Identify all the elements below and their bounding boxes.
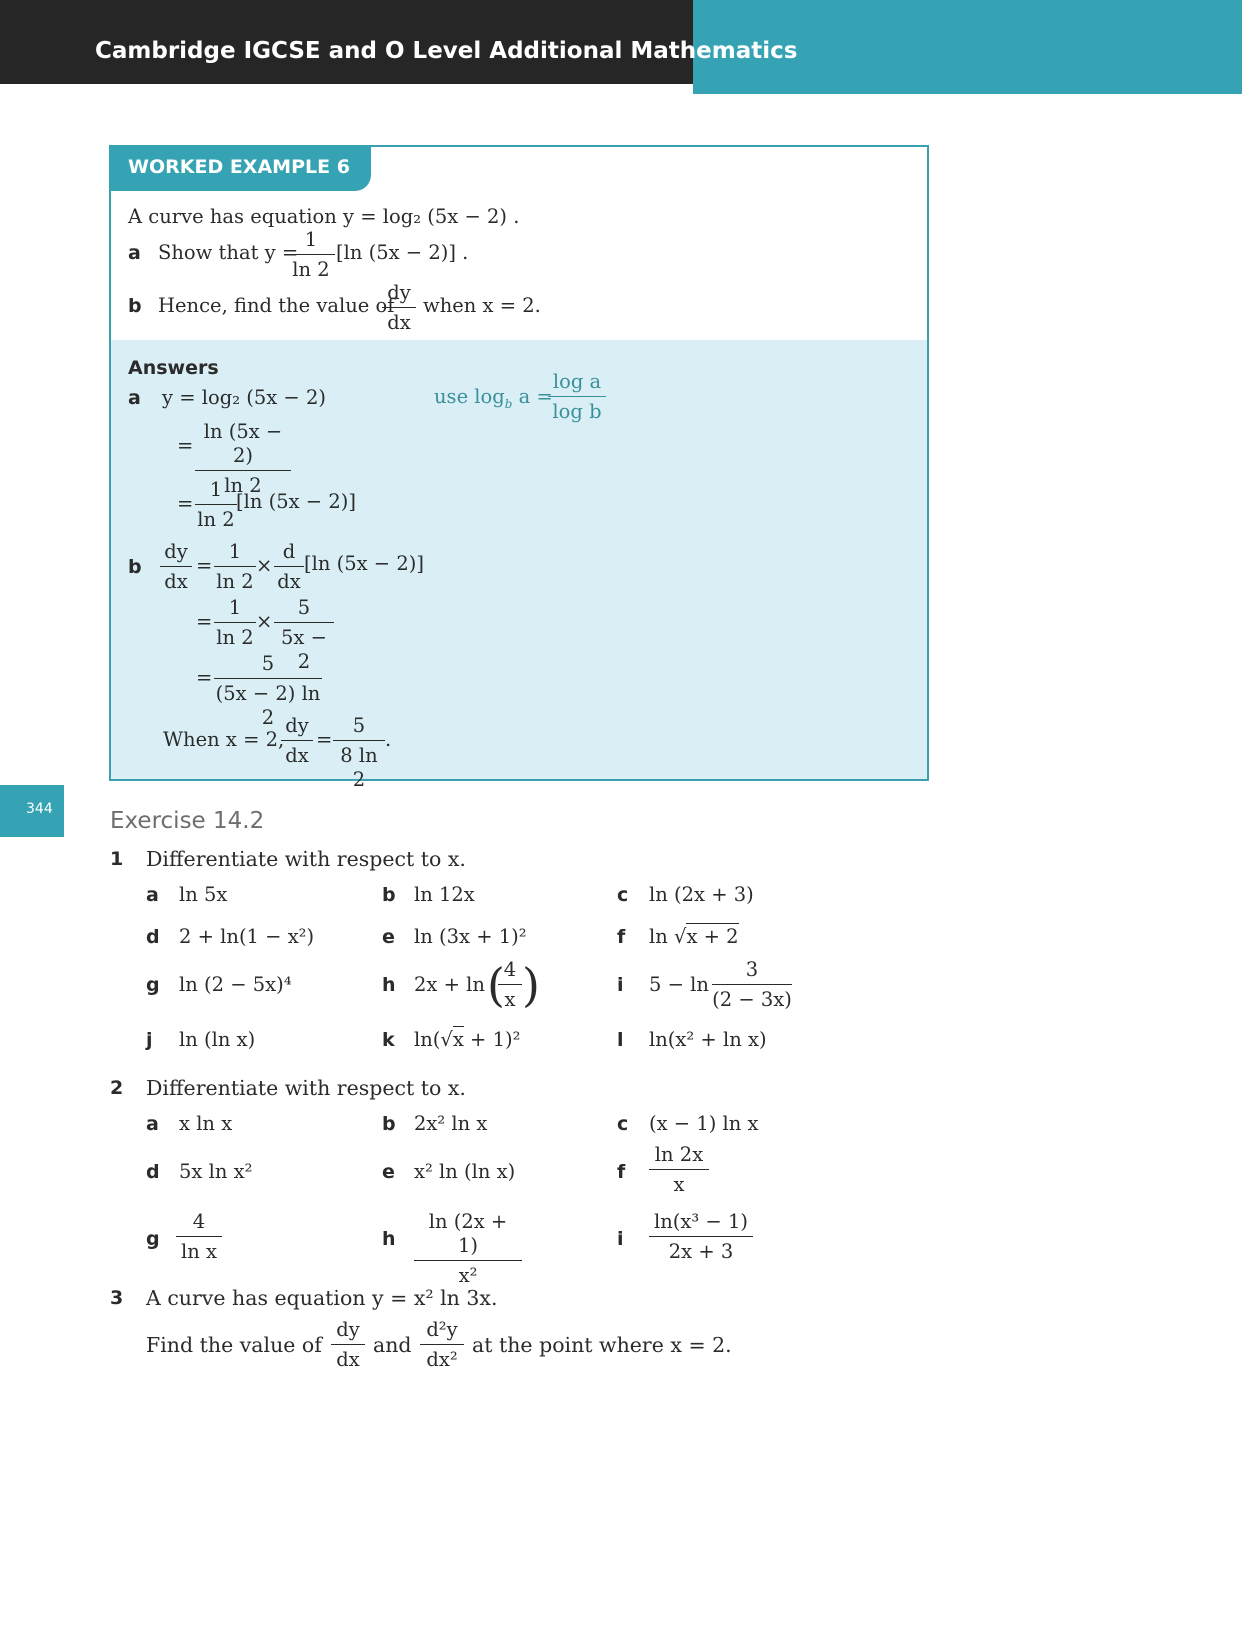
expr-prefix: ln (649, 925, 674, 948)
and-text: and (373, 1333, 412, 1357)
worked-example-title: WORKED EXAMPLE 6 (128, 156, 350, 178)
q2-part-b-label: b (382, 1113, 396, 1135)
fraction-numerator: dy (382, 281, 416, 308)
question-b-text: Hence, find the value of (158, 294, 395, 317)
question-2-number: 2 (110, 1077, 124, 1099)
fraction-numerator: 1 (214, 540, 256, 567)
question-3-line2-prefix: Find the value of (146, 1333, 322, 1357)
hint-text (434, 385, 553, 416)
q2-part-f-label: f (617, 1161, 626, 1183)
fraction-denominator: dx (164, 570, 188, 593)
fraction-denominator: (5x − 2) ln 2 (215, 682, 321, 729)
question-a-text: Show that y = (158, 241, 299, 264)
q1-part-c-expr: ln (2x + 3) (649, 883, 754, 906)
answer-a-line1: y = log₂ (5x − 2) (162, 386, 326, 409)
fraction-numerator: ln (2x + 1) (414, 1210, 522, 1261)
answer-b-line1-tail: [ln (5x − 2)] (304, 552, 424, 575)
fraction-numerator: ln (5x − 2) (195, 420, 291, 471)
q2-part-i-fraction (649, 1210, 753, 1264)
q1-part-i-fraction (712, 958, 792, 1012)
q2-part-e-expr: x² ln (ln x) (414, 1160, 516, 1183)
fraction-numerator: dy (281, 714, 313, 741)
times-sign: × (256, 554, 273, 577)
q2-part-g-fraction (176, 1210, 222, 1264)
fraction-denominator: x² (458, 1264, 478, 1287)
question-1-number: 1 (110, 848, 124, 870)
fraction-denominator: log b (552, 400, 602, 423)
q2-part-a-expr: x ln x (179, 1112, 233, 1135)
q1-part-b-label: b (382, 884, 396, 906)
equals-sign: = (177, 434, 194, 457)
question-a-tail: [ln (5x − 2)] . (336, 241, 469, 264)
q2-part-g-label: g (146, 1228, 160, 1250)
fraction-numerator: 4 (498, 958, 522, 985)
times-sign: × (256, 610, 273, 633)
fraction-denominator: 5x − 2 (281, 626, 327, 673)
q1-part-h-prefix: 2x + ln (414, 973, 485, 996)
right-paren: ) (522, 958, 540, 1012)
fraction-denominator: dx (285, 744, 309, 767)
question-b-fraction (382, 281, 416, 335)
q3-d2y-dx2-fraction (420, 1318, 464, 1372)
exercise-title: Exercise 14.2 (110, 808, 265, 834)
q3-dy-dx-fraction (331, 1318, 365, 1372)
hint-subscript: b (504, 396, 513, 411)
equals-sign: = (316, 728, 333, 751)
fraction-numerator: ln 2x (649, 1143, 709, 1170)
q1-part-c-label: c (617, 884, 629, 906)
q1-part-l-label: l (617, 1029, 624, 1051)
q1-part-e-expr: ln (3x + 1)² (414, 925, 527, 948)
hint-equals: a = (512, 385, 553, 408)
equals-sign: = (177, 492, 194, 515)
q1-part-j-expr: ln (ln x) (179, 1028, 256, 1051)
fraction-numerator: 5 (333, 714, 385, 741)
q1-part-g-label: g (146, 974, 160, 996)
answers-heading: Answers (128, 357, 219, 379)
fraction-denominator: x (673, 1173, 685, 1196)
equals-sign: = (196, 610, 213, 633)
q1-part-d-label: d (146, 926, 160, 948)
one-over-ln2-fraction (214, 596, 256, 650)
question-b-label: b (128, 295, 142, 317)
question-a-label: a (128, 242, 141, 264)
q2-part-b-expr: 2x² ln x (414, 1112, 488, 1135)
radicand: x + 2 (686, 925, 739, 948)
q1-part-k-label: k (382, 1029, 395, 1051)
radicand: x (452, 1028, 464, 1051)
q2-part-c-label: c (617, 1113, 629, 1135)
fraction-numerator: d (274, 540, 304, 567)
q2-part-d-label: d (146, 1161, 160, 1183)
hint-log: use log (434, 385, 505, 408)
fraction-numerator: dy (160, 540, 192, 567)
q1-part-h-fraction (498, 958, 522, 1012)
q1-part-i-label: i (617, 974, 624, 996)
fraction-numerator: 5 (274, 596, 334, 623)
fraction-numerator: 5 (214, 652, 322, 679)
q1-part-k-expr: ln(√x + 1)² (414, 1028, 521, 1051)
fraction-numerator: 4 (176, 1210, 222, 1237)
fraction-denominator: ln 2 (224, 474, 262, 497)
question-3-line1: A curve has equation y = x² ln 3x. (146, 1286, 498, 1310)
equals-sign: = (196, 554, 213, 577)
q1-part-a-expr: ln 5x (179, 883, 228, 906)
period: . (385, 728, 392, 751)
q2-part-h-label: h (382, 1228, 396, 1250)
fraction-denominator: ln 2 (292, 258, 330, 281)
q2-part-a-label: a (146, 1113, 159, 1135)
q2-part-f-fraction (649, 1143, 709, 1197)
fraction-numerator: 3 (712, 958, 792, 985)
d-dx-fraction (274, 540, 304, 594)
when-text: When x = 2, (163, 728, 285, 751)
fraction-numerator: 1 (287, 228, 335, 255)
fraction-denominator: x (504, 988, 516, 1011)
one-over-ln2-fraction (214, 540, 256, 594)
fraction-denominator: dx (336, 1348, 360, 1371)
q2-part-e-label: e (382, 1161, 395, 1183)
fraction-denominator: dx (277, 570, 301, 593)
equals-sign: = (196, 666, 213, 689)
q1-part-f-expr: ln √x + 2 (649, 925, 739, 948)
fraction-numerator: 1 (214, 596, 256, 623)
fraction-denominator: 2x + 3 (668, 1240, 734, 1263)
expr-prefix: ln( (414, 1028, 441, 1051)
answer-b-label: b (128, 556, 142, 578)
fraction-denominator: ln x (181, 1240, 217, 1263)
q1-part-j-label: j (146, 1029, 153, 1051)
fraction-denominator: ln 2 (197, 508, 235, 531)
q2-part-i-label: i (617, 1228, 624, 1250)
question-2-prompt: Differentiate with respect to x. (146, 1076, 466, 1100)
q1-part-d-expr: 2 + ln(1 − x²) (179, 925, 315, 948)
q1-part-e-label: e (382, 926, 395, 948)
book-title: Cambridge IGCSE and O Level Additional Mathematics (95, 38, 798, 64)
fraction-denominator: (2 − 3x) (712, 988, 792, 1011)
left-paren: ( (487, 958, 505, 1012)
fraction-denominator: 8 ln 2 (340, 744, 378, 791)
answer-a-label: a (128, 387, 141, 409)
question-intro: A curve has equation y = log₂ (5x − 2) . (128, 205, 520, 228)
fraction-denominator: dx (387, 311, 411, 334)
hint-fraction (548, 370, 606, 424)
q1-part-i-prefix: 5 − ln (649, 973, 709, 996)
question-1-prompt: Differentiate with respect to x. (146, 847, 466, 871)
q2-part-d-expr: 5x ln x² (179, 1160, 253, 1183)
fraction-numerator: 1 (195, 478, 237, 505)
answer-a-line3-fraction (195, 478, 237, 532)
question-b-tail: when x = 2. (423, 294, 541, 317)
page-number: 344 (26, 801, 53, 817)
question-3-line2-suffix: at the point where x = 2. (472, 1333, 732, 1357)
fraction-numerator: log a (548, 370, 606, 397)
q1-part-a-label: a (146, 884, 159, 906)
worked-example-label (109, 145, 371, 191)
fraction-numerator: d²y (420, 1318, 464, 1345)
fraction-denominator: dx² (426, 1348, 458, 1371)
q2-part-c-expr: (x − 1) ln x (649, 1112, 759, 1135)
dy-dx-fraction (281, 714, 313, 768)
q1-part-f-label: f (617, 926, 626, 948)
fraction-denominator: ln 2 (216, 626, 254, 649)
q1-part-h-label: h (382, 974, 396, 996)
dy-dx-fraction (160, 540, 192, 594)
q1-part-l-expr: ln(x² + ln x) (649, 1028, 767, 1051)
fraction-denominator: ln 2 (216, 570, 254, 593)
fraction-numerator: ln(x³ − 1) (649, 1210, 753, 1237)
q1-part-g-expr: ln (2 − 5x)⁴ (179, 973, 292, 996)
final-answer-fraction (333, 714, 385, 792)
expr-suffix: + 1)² (463, 1028, 521, 1051)
q1-part-b-expr: ln 12x (414, 883, 475, 906)
question-a-fraction (287, 228, 335, 282)
fraction-numerator: dy (331, 1318, 365, 1345)
page-number-tab (0, 785, 64, 837)
question-3-number: 3 (110, 1287, 124, 1309)
q2-part-h-fraction (414, 1210, 522, 1288)
answer-a-line3-tail: [ln (5x − 2)] (236, 490, 356, 513)
